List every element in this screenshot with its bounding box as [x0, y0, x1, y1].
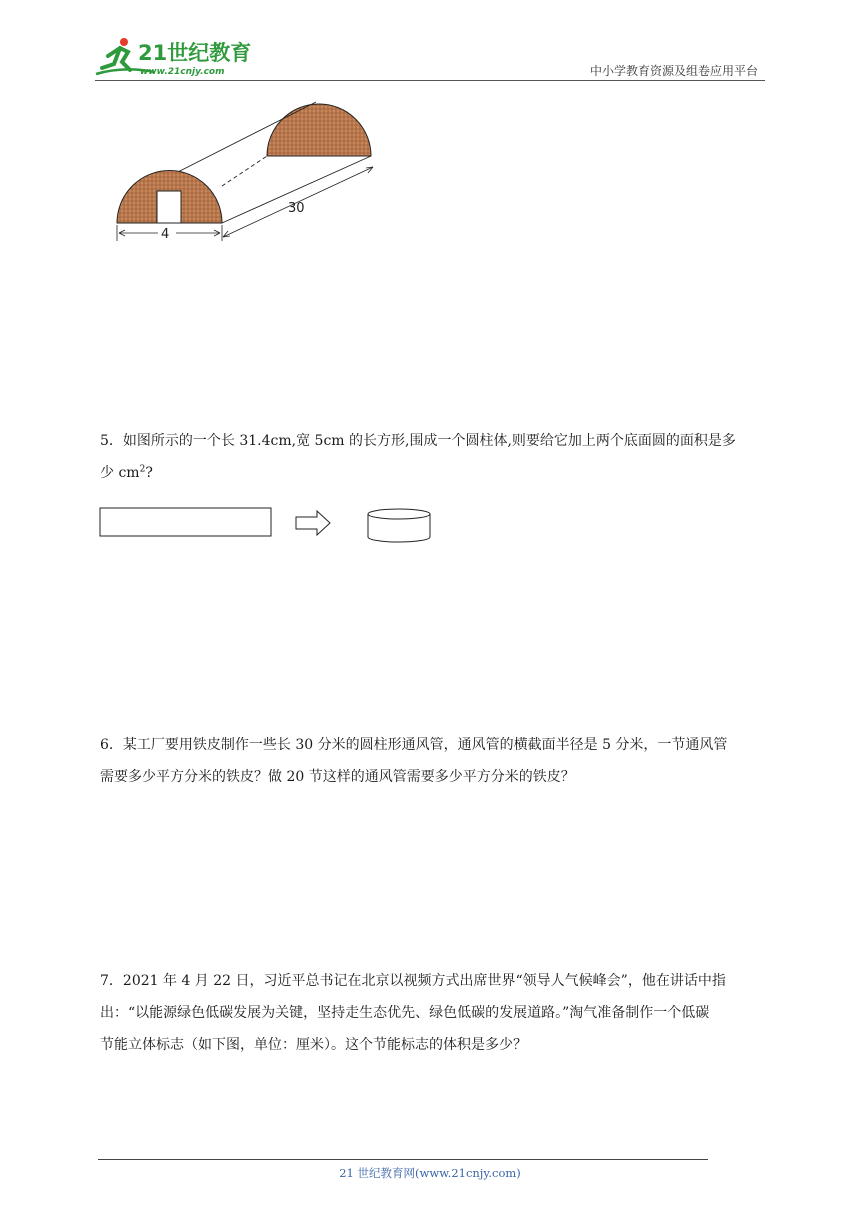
- question-7-line1: 7．2021 年 4 月 22 日，习近平总书记在北京以视频方式出席世界“领导人气候峰会”，他在讲话中指: [100, 973, 726, 989]
- platform-title: 中小学教育资源及组卷应用平台: [589, 64, 758, 78]
- rectangle-to-cylinder-figure: [98, 504, 438, 546]
- question-7: [100, 965, 762, 1061]
- question-7-line3: 节能立体标志（如下图，单位：厘米）。这个节能标志的体积是多少？: [100, 1037, 527, 1053]
- greenhouse-figure: [110, 95, 385, 245]
- logo-text: 21世纪教育: [138, 41, 252, 65]
- question-5-line1: 5．如图所示的一个长 31.4cm,宽 5cm 的长方形,围成一个圆柱体,则要给它加上两个底面圆的面积是多: [100, 433, 736, 449]
- cylinder-shape: [368, 509, 430, 542]
- footer-divider: [98, 1159, 708, 1160]
- rectangle-shape: [100, 508, 271, 536]
- site-logo: [94, 34, 264, 78]
- header-divider: [95, 80, 765, 81]
- question-7-line2: 出：“以能源绿色低碳发展为关键，坚持走生态优先、绿色低碳的发展道路。”淘气准备制作一个低碳: [100, 1005, 710, 1021]
- question-5-line2: 少 $cm^2$?: [100, 464, 153, 481]
- footer-link[interactable]: 21 世纪教育网(www.21cnjy.com): [339, 1166, 521, 1180]
- question-6: [100, 729, 762, 793]
- back-dome: [267, 104, 371, 156]
- length-label: 30: [288, 201, 305, 216]
- question-6-line2: 需要多少平方分米的铁皮？做 20 节这样的通风管需要多少平方分米的铁皮？: [100, 769, 575, 785]
- question-5: [100, 425, 762, 489]
- logo-url: www.21cnjy.com: [140, 67, 225, 77]
- width-label: 4: [161, 227, 170, 242]
- door: [157, 191, 181, 223]
- question-6-line1: 6．某工厂要用铁皮制作一些长 30 分米的圆柱形通风管，通风管的横截面半径是 5 分米，一节通风管: [100, 737, 728, 753]
- right-arrow-icon: [296, 511, 330, 535]
